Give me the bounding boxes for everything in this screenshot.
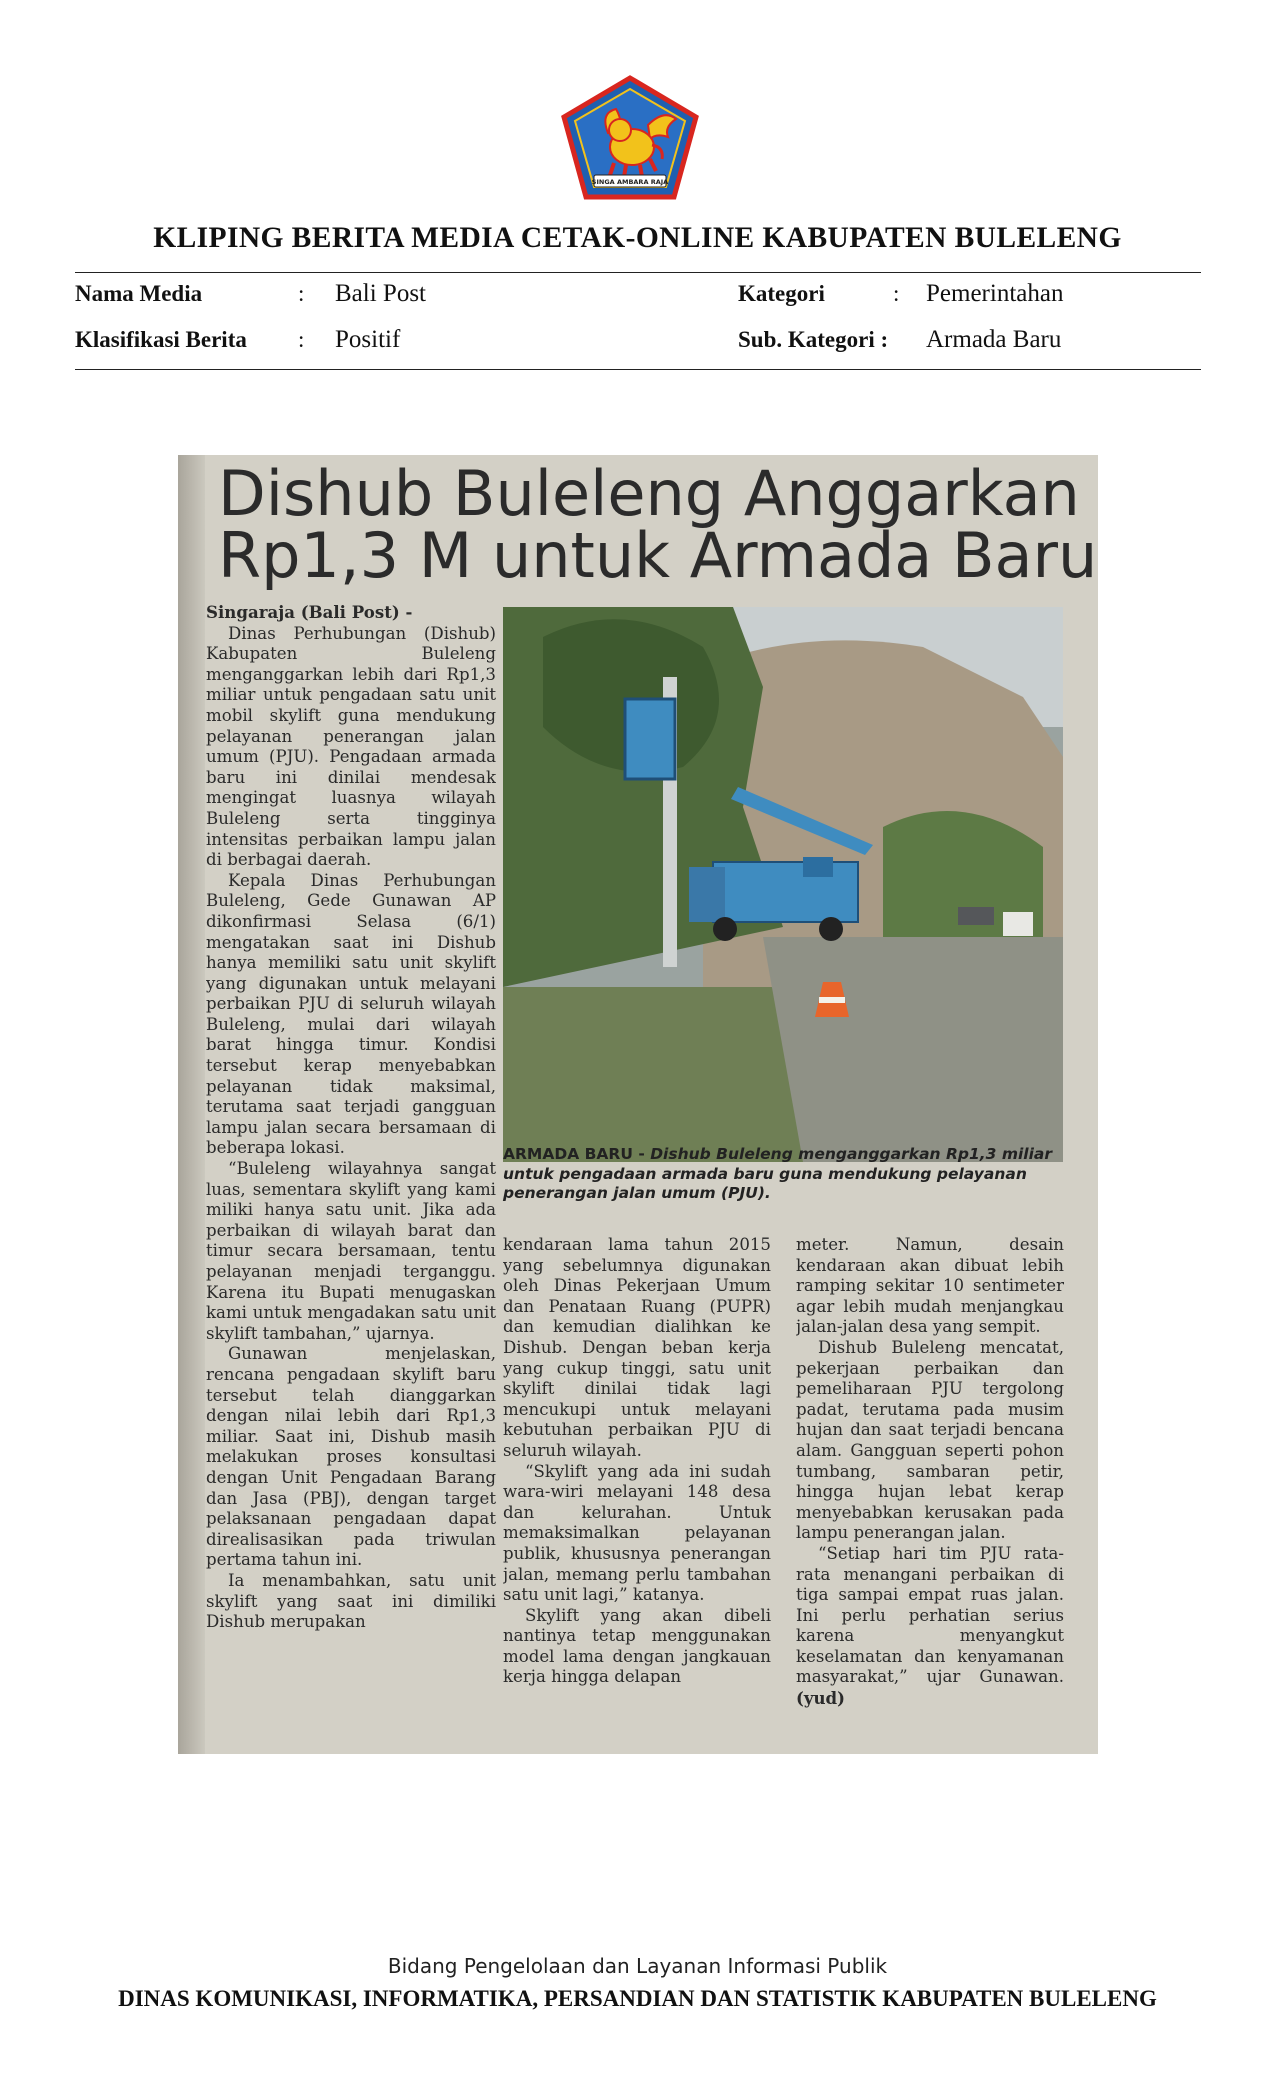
meta-colon: : — [893, 281, 900, 306]
meta-colon: : — [298, 327, 305, 352]
author-signature: (yud) — [796, 1688, 846, 1709]
kabupaten-buleleng-logo — [560, 75, 700, 201]
footer-division: Bidang Pengelolaan dan Layanan Informasi Publik — [387, 1954, 888, 1978]
article-paragraph: “Skylift yang ada ini sudah wara-wiri melayani 148 desa dan kelurahan. Untuk memaksimalkan pelayanan publik, khususnya penerangan jalan, memang perlu tambahan satu unit lagi,” katanya. — [503, 1461, 771, 1605]
article-paragraph-text: “Setiap hari tim PJU rata-rata menangani perbaikan di tiga sampai empat ruas jalan. Ini perlu perhatian serius karena menyangkut keselamatan dan kenyamanan masyarakat,” ujar Gunawan. — [796, 1543, 1064, 1687]
article-column-2 — [503, 1235, 771, 1747]
svg-text:SINGA AMBARA RAJA: SINGA AMBARA RAJA — [591, 178, 669, 186]
header-bottom-rule — [75, 369, 1201, 370]
meta-colon: : — [298, 281, 305, 306]
article-paragraph: Skylift yang akan dibeli nantinya tetap menggunakan model lama dengan jangkauan kerja hingga delapan — [503, 1605, 771, 1687]
caption-lead: ARMADA BARU - — [503, 1145, 645, 1163]
newspaper-clipping — [178, 455, 1098, 1754]
caption-text: Dishub Buleleng menganggarkan Rp1,3 miliar untuk pengadaan armada baru guna mendukung pelayanan penerangan jalan umum (PJU). — [503, 1145, 1053, 1202]
page-title: KLIPING BERITA MEDIA CETAK-ONLINE KABUPATEN BULELENG — [153, 222, 1122, 254]
meta-value-klasifikasi: Positif — [335, 326, 401, 353]
article-paragraph: Kepala Dinas Perhubungan Buleleng, Gede Gunawan AP dikonfirmasi Selasa (6/1) mengatakan saat ini Dishub hanya memiliki satu unit skylift yang digunakan untuk melayani perbaikan PJU di seluruh wilayah Buleleng, mulai dari wilayah barat hingga timur. Kondisi tersebut kerap menyebabkan pelayanan tidak maksimal, terutama saat terjadi gangguan lampu jalan secara bersamaan di beberapa lokasi. — [206, 870, 496, 1158]
article-dateline: Singaraja (Bali Post) - — [206, 602, 413, 622]
meta-value-nama-media: Bali Post — [335, 280, 426, 307]
header-top-rule — [75, 272, 1201, 273]
meta-value-kategori: Pemerintahan — [926, 280, 1064, 307]
meta-label-kategori: Kategori — [738, 281, 825, 306]
meta-label-klasifikasi: Klasifikasi Berita — [75, 327, 247, 352]
headline-line-1: Dishub Buleleng Anggarkan — [218, 457, 1080, 530]
meta-label-sub-kategori: Sub. Kategori : — [738, 327, 889, 352]
clipping-edge-shadow — [178, 455, 205, 1754]
article-paragraph: “Buleleng wilayahnya sangat luas, sementara skylift yang kami miliki hanya satu unit. Jika ada perbaikan di wilayah barat dan timur secara bersamaan, tentu pelayanan menjadi terganggu. Karena itu Bupati menugaskan kami untuk mengadakan satu unit skylift tambahan,” ujarnya. — [206, 1159, 496, 1343]
article-paragraph: kendaraan lama tahun 2015 yang sebelumnya digunakan oleh Dinas Pekerjaan Umum dan Penataan Ruang (PUPR) dan kemudian dialihkan ke Dishub. Dengan beban kerja yang cukup tinggi, satu unit skylift dinilai tidak lagi mencukupi untuk melayani kebutuhan perbaikan PJU di seluruh wilayah. — [503, 1235, 771, 1460]
headline-line-2: Rp1,3 M untuk Armada Baru — [218, 519, 1098, 592]
article-column-3 — [796, 1235, 1064, 1747]
skylift-photo — [503, 607, 1063, 1162]
article-paragraph — [796, 1544, 1064, 1710]
meta-label-nama-media: Nama Media — [75, 281, 203, 306]
footer-agency: DINAS KOMUNIKASI, INFORMATIKA, PERSANDIAN DAN STATISTIK KABUPATEN BULELENG — [118, 1986, 1157, 2011]
article-paragraph: Gunawan menjelaskan, rencana pengadaan skylift baru tersebut telah dianggarkan dengan nilai lebih dari Rp1,3 miliar. Saat ini, Dishub masih melakukan proses konsultasi dengan Unit Pengadaan Barang dan Jasa (PBJ), dengan target pelaksanaan pengadaan dapat direalisasikan pada triwulan pertama tahun ini. — [206, 1344, 496, 1570]
article-paragraph: meter. Namun, desain kendaraan akan dibuat lebih ramping sekitar 10 sentimeter agar lebih mudah menjangkau jalan-jalan desa yang sempit. — [796, 1235, 1064, 1337]
article-paragraph: Ia menambahkan, satu unit skylift yang saat ini dimiliki Dishub merupakan — [206, 1570, 496, 1632]
article-paragraph: Dinas Perhubungan (Dishub) Kabupaten Buleleng menganggarkan lebih dari Rp1,3 miliar untuk pengadaan satu unit mobil skylift guna mendukung pelayanan penerangan jalan umum (PJU). Pengadaan armada baru ini dinilai mendesak mengingat luasnya wilayah Buleleng serta tingginya intensitas perbaikan lampu jalan di berbagai daerah. — [206, 623, 496, 870]
article-column-1 — [206, 602, 496, 1747]
photo-caption — [503, 1145, 1063, 1204]
meta-value-sub-kategori: Armada Baru — [926, 326, 1062, 353]
article-paragraph: Dishub Buleleng mencatat, pekerjaan perbaikan dan pemeliharaan PJU tergolong padat, terutama pada musim hujan dan saat terjadi bencana alam. Gangguan seperti pohon tumbang, sambaran petir, hingga hujan lebat kerap menyebabkan kerusakan pada lampu penerangan jalan. — [796, 1337, 1064, 1543]
